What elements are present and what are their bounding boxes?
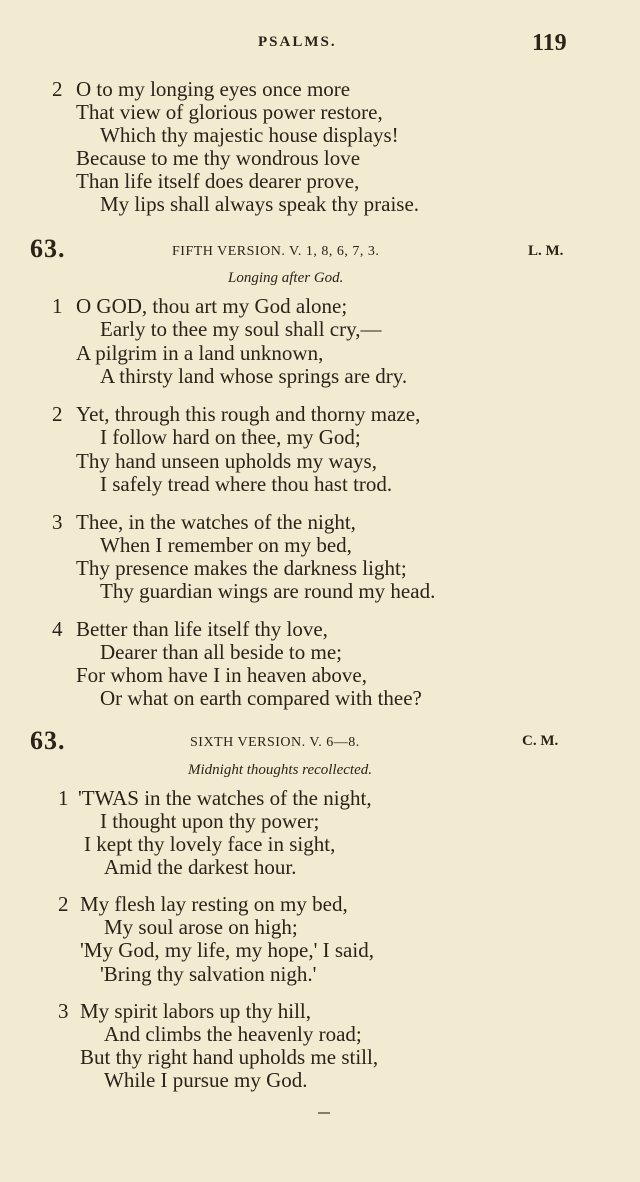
running-title: PSALMS. [258,34,337,50]
verse-line: While I pursue my God. [104,1068,308,1092]
page-number: 119 [532,30,567,56]
verse-line: Which thy majestic house displays! [100,123,399,147]
stanza-number: 2 [58,892,69,916]
verse-line: My soul arose on high; [104,915,298,939]
verse-line: My spirit labors up thy hill, [80,999,311,1023]
stanza-number: 4 [52,617,63,641]
meter-label: C. M. [522,733,559,749]
verse-line: But thy right hand upholds me still, [80,1045,379,1069]
verse-line: A pilgrim in a land unknown, [76,341,324,365]
stanza-number: 3 [52,510,63,534]
hymn-subtitle: Longing after God. [228,270,344,286]
verse-line: I follow hard on thee, my God; [100,425,361,449]
verse-line: Thy guardian wings are round my head. [100,579,436,603]
verse-line: Or what on earth compared with thee? [100,686,422,710]
stanza-number: 1 [52,294,63,318]
running-head [0,30,640,60]
verse-line: O GOD, thou art my God alone; [76,294,348,318]
verse-line: I safely tread where thou hast trod. [100,472,393,496]
hymn-subtitle: Midnight thoughts recollected. [188,762,372,778]
verse-line: My flesh lay resting on my bed, [80,892,348,916]
verse-line: Thy presence makes the darkness light; [76,556,407,580]
verse-line: My lips shall always speak thy praise. [100,192,420,216]
verse-line: Thee, in the watches of the night, [76,510,356,534]
verse-line: Yet, through this rough and thorny maze, [76,402,421,426]
verse-line: And climbs the heavenly road; [104,1022,362,1046]
verse-line: 'TWAS in the watches of the night, [78,786,372,810]
verse-line: For whom have I in heaven above, [76,663,367,687]
verse-line: 'My God, my life, my hope,' I said, [80,938,374,962]
stanza-number: 2 [52,77,63,101]
verse-line: Better than life itself thy love, [76,617,328,641]
verse-line: When I remember on my bed, [100,533,352,557]
verse-line: I kept thy lovely face in sight, [84,832,336,856]
verse-line: A thirsty land whose springs are dry. [100,364,408,388]
verse-line: That view of glorious power restore, [76,100,383,124]
version-heading: FIFTH VERSION. V. 1, 8, 6, 7, 3. [172,244,380,259]
meter-label: L. M. [528,243,564,259]
page-end-mark [318,1112,330,1114]
verse-line: Because to me thy wondrous love [76,146,361,170]
verse-line: O to my longing eyes once more [76,77,351,101]
verse-line: 'Bring thy salvation nigh.' [100,962,317,986]
verse-line: Than life itself does dearer prove, [76,169,360,193]
verse-line: I thought upon thy power; [100,809,320,833]
stanza-number: 3 [58,999,69,1023]
verse-line: Early to thee my soul shall cry,— [100,317,382,341]
verse-line: Amid the darkest hour. [104,855,297,879]
verse-line: Thy hand unseen upholds my ways, [76,449,377,473]
hymn-number: 63. [30,726,66,755]
verse-line: Dearer than all beside to me; [100,640,342,664]
stanza-number: 2 [52,402,63,426]
stanza-number: 1 [58,786,69,810]
version-heading: SIXTH VERSION. V. 6—8. [190,735,360,750]
hymn-number: 63. [30,234,66,263]
